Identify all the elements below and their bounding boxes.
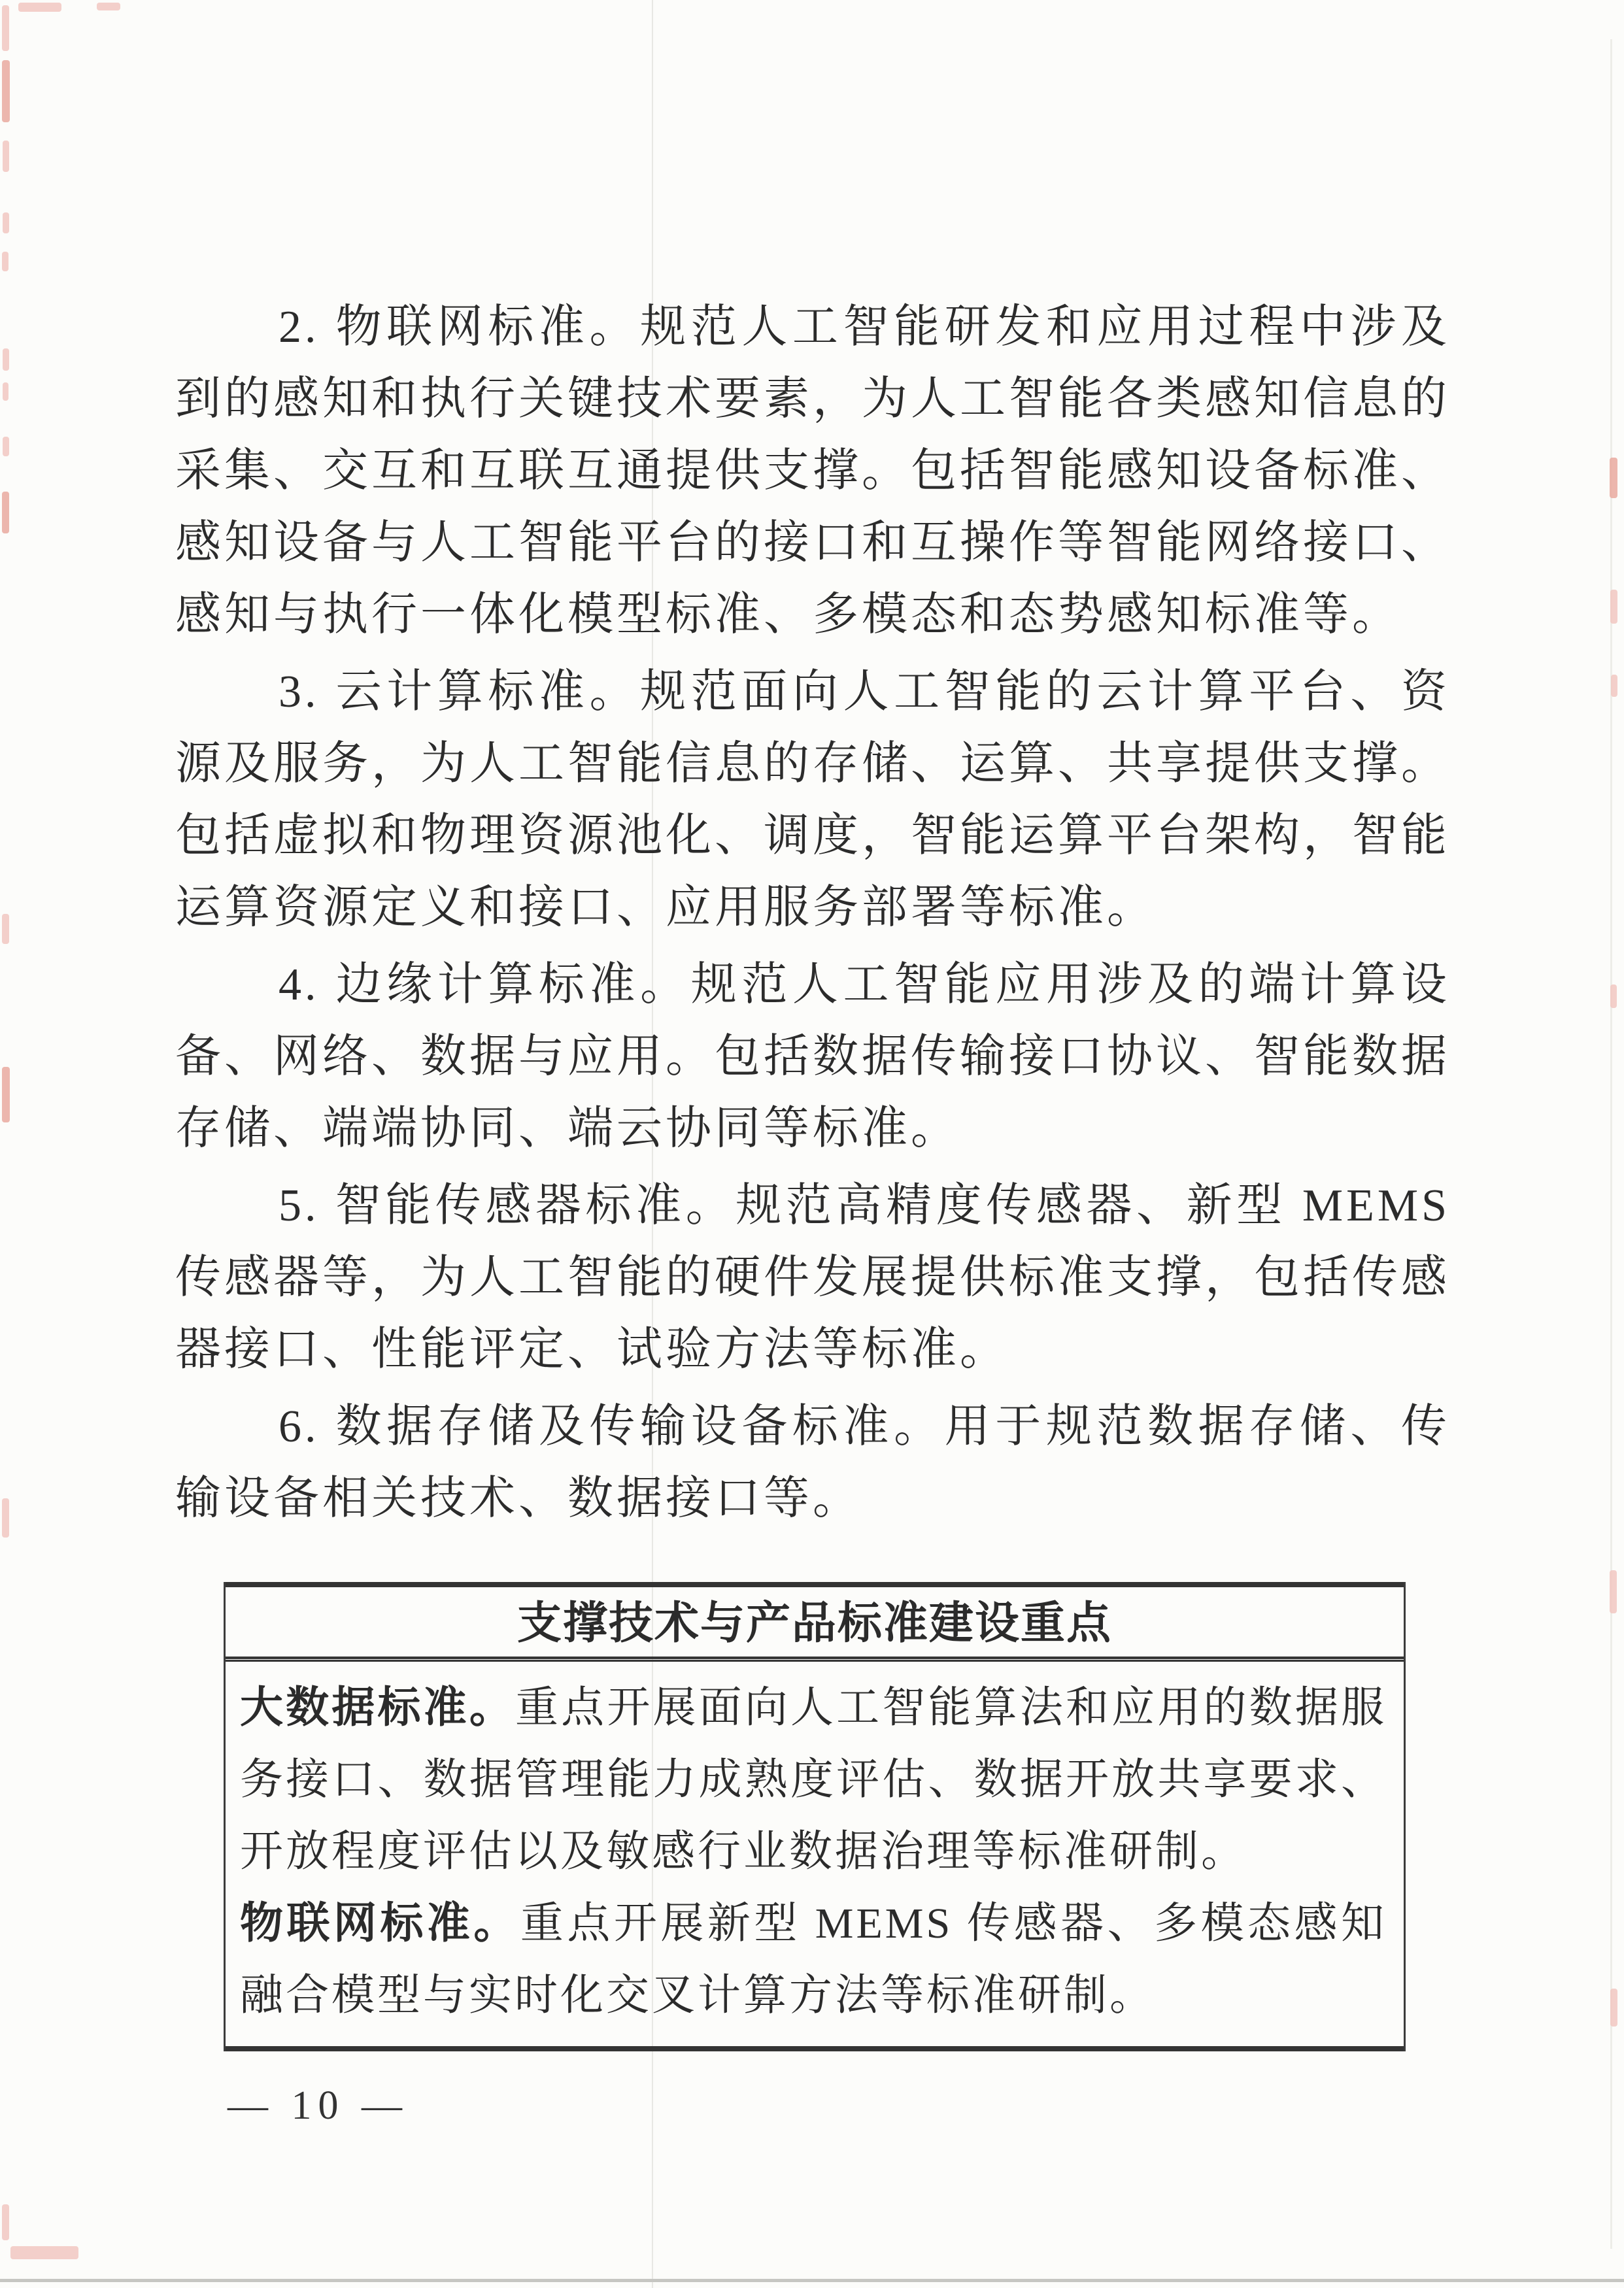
scan-artifact-left — [2, 60, 10, 122]
scan-artifact-left — [3, 212, 9, 233]
paragraph-iot-standards: 2. 物联网标准。规范人工智能研发和应用过程中涉及到的感知和执行关键技术要素，为人工智能各类感知信息的采集、交互和互联互通提供支撑。包括智能感知设备标准、感知设备与人工智能平台的接口和互操作等智能网络接口、感知与执行一体化模型标准、多模态和态势感知标准等。 — [175, 302, 1450, 640]
scan-artifact-left — [2, 492, 9, 533]
scan-artifact-top — [97, 3, 120, 10]
table-bottom-border — [226, 2046, 1404, 2051]
scan-artifact-left — [2, 5, 9, 51]
scan-artifact-left — [2, 252, 8, 271]
row-text-bigdata: 重点开展面向人工智能算法和应用的数据服务接口、数据管理能力成熟度评估、数据开放共享要求、开放程度评估以及敏感行业数据治理等标准研制。 — [240, 1684, 1387, 1876]
table-header-divider — [226, 1657, 1404, 1662]
scan-artifact-right — [1610, 984, 1617, 1008]
scan-artifact-right — [1610, 458, 1617, 498]
scan-artifact-left — [2, 2204, 9, 2240]
scan-artifact-right — [1610, 1989, 1617, 2027]
table-top-border — [226, 1582, 1404, 1587]
document-body — [175, 292, 1450, 1540]
paragraph-storage-standards: 6. 数据存储及传输设备标准。用于规范数据存储、传输设备相关技术、数据接口等。 — [175, 1402, 1450, 1524]
key-points-table — [224, 1582, 1406, 2051]
scan-artifact-left — [3, 382, 8, 401]
scan-artifact-left — [3, 348, 9, 371]
scan-edge-bottom — [0, 2279, 1624, 2282]
table-title: 支撑技术与产品标准建设重点 — [516, 1598, 1112, 1648]
row-text-iot: 重点开展新型 MEMS 传感器、多模态感知融合模型与实时化交叉计算方法等标准研制。 — [240, 1900, 1387, 2019]
scan-artifact-right — [1610, 1570, 1617, 1613]
table-row-bigdata — [240, 1672, 1387, 1888]
row-lead-bigdata: 大数据标准。 — [240, 1684, 515, 1732]
table-body — [226, 1662, 1404, 2046]
scan-artifact-right — [1611, 675, 1617, 697]
table-row-iot — [240, 1888, 1387, 2032]
paragraph-cloud-standards: 3. 云计算标准。规范面向人工智能的云计算平台、资源及服务，为人工智能信息的存储、运算、共享提供支撑。包括虚拟和物理资源池化、调度，智能运算平台架构，智能运算资源定义和接口、应用服务部署等标准。 — [175, 667, 1450, 933]
scan-artifact-left — [3, 141, 9, 172]
scan-edge-right — [1610, 39, 1612, 2249]
scan-artifact-right — [1610, 590, 1617, 624]
row-lead-iot: 物联网标准。 — [240, 1900, 520, 1947]
scan-artifact-left — [3, 437, 9, 456]
scan-artifact-top — [18, 3, 61, 12]
paragraph-sensor-standards: 5. 智能传感器标准。规范高精度传感器、新型 MEMS 传感器等，为人工智能的硬件发展提供标准支撑，包括传感器接口、性能评定、试验方法等标准。 — [175, 1181, 1450, 1375]
paragraph-edge-standards: 4. 边缘计算标准。规范人工智能应用涉及的端计算设备、网络、数据与应用。包括数据传输接口协议、智能数据存储、端端协同、端云协同等标准。 — [175, 960, 1450, 1154]
scan-artifact-left — [2, 1067, 10, 1122]
scan-artifact-bottom — [10, 2246, 78, 2259]
scan-artifact-left — [2, 1498, 9, 1538]
scan-artifact-left — [2, 914, 9, 944]
page-number: — 10 — — [228, 2083, 409, 2128]
